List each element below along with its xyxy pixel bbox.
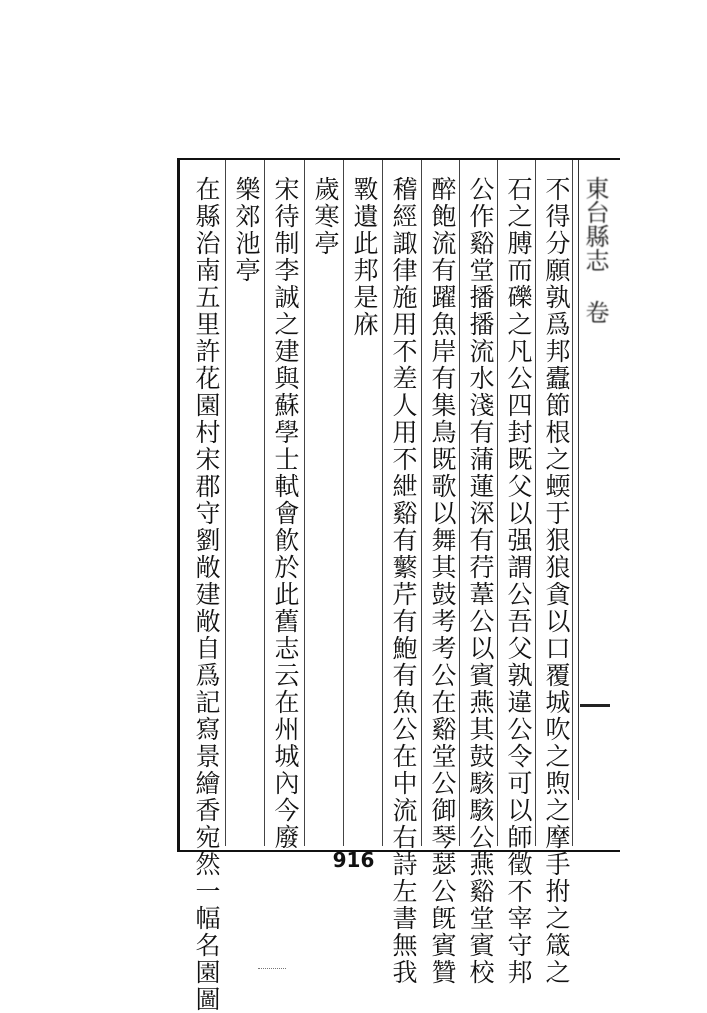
text-column-8: 宋待制李誠之建與蘇學士軾會飮於此舊志云在州城內今廢	[271, 176, 300, 851]
column-rule	[382, 160, 383, 846]
text-column-10: 在縣治南五里許花園村宋郡守劉敞建敞自爲記寫景繪香宛然一幅名園圖	[192, 176, 221, 1013]
column-rule	[264, 160, 265, 846]
column-rule	[497, 160, 498, 846]
column-rule	[343, 160, 344, 846]
text-column-4: 醉飽流有躍魚岸有集鳥既歌以舞其鼓考考公在谿堂公御琴瑟公旣賓贊	[428, 176, 457, 986]
column-rule	[304, 160, 305, 846]
text-column-6: 斁遺此邦是庥	[350, 176, 379, 338]
text-column-2: 石之膊而礫之凡公四封既父以强謂公吾父孰違公令可以師徵不宰守邦	[504, 176, 533, 986]
column-rule	[572, 160, 573, 846]
section-heading-lejiaochiting: 樂郊池亭	[232, 176, 261, 284]
text-column-1: 不得分願孰爲邦蠹節根之蝡于狠狼貪以口覆城吹之煦之摩手拊之箴之	[542, 176, 571, 986]
column-rule	[459, 160, 460, 846]
column-rule	[421, 160, 422, 846]
scan-artifact	[258, 968, 286, 972]
column-rule	[225, 160, 226, 846]
section-heading-suihanting: 歲寒亭	[311, 176, 340, 257]
page-number: 916	[332, 848, 375, 872]
fishtail-mark	[580, 704, 610, 707]
running-header: 東台縣志 卷	[581, 176, 609, 324]
text-column-3: 公作谿堂播播流水淺有蒲蓮深有荇葦公以賓燕其鼓駭駭公燕谿堂賓校	[466, 176, 495, 986]
text-column-5: 稽經諏律施用不差人用不紲谿有蘩芹有鮑有魚公在中流右詩左書無我	[389, 176, 418, 986]
column-rule	[535, 160, 536, 846]
